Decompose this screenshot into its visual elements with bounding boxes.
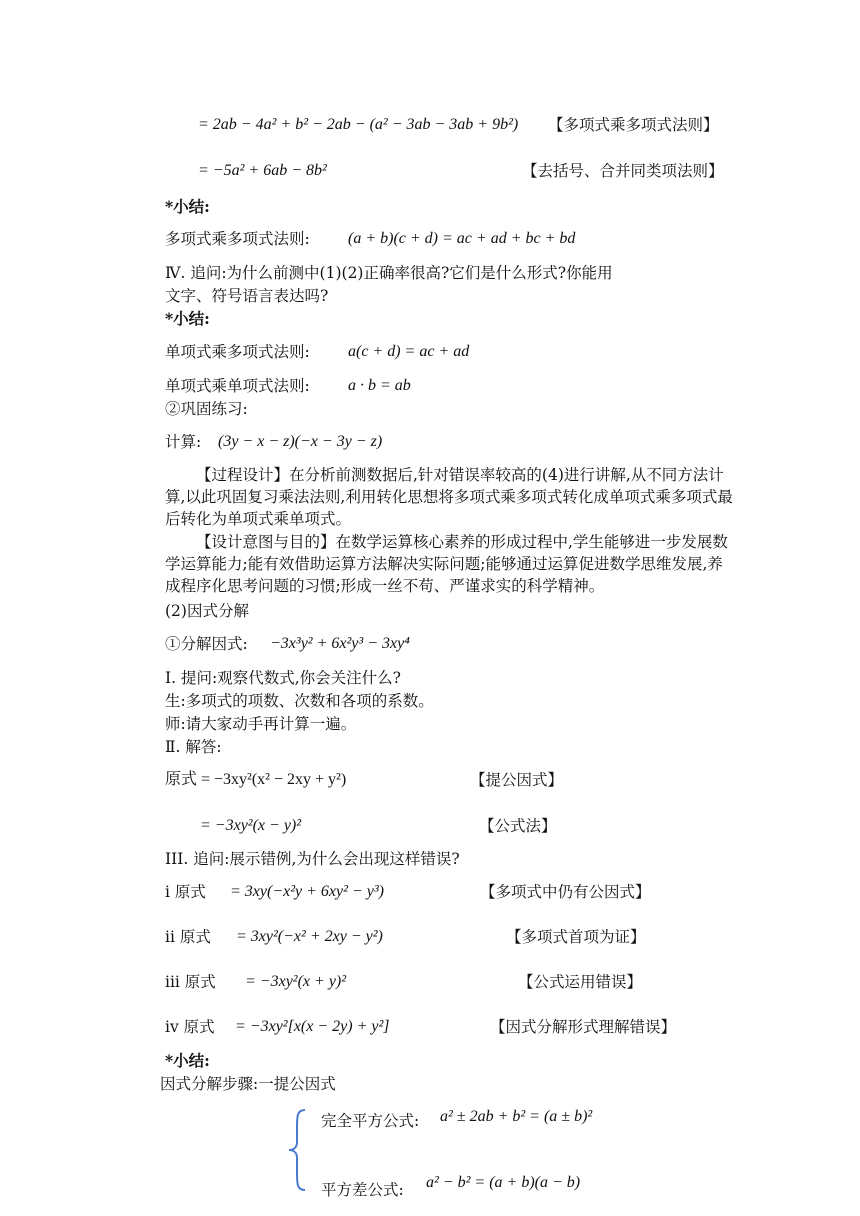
rule-label: 单项式乘单项式法则: xyxy=(165,377,310,395)
error-formula: = −3xy²(x + y)² xyxy=(245,973,347,990)
factoring-steps: 因式分解步骤:一提公因式 xyxy=(160,1075,336,1093)
difference-of-squares-label: 平方差公式: xyxy=(321,1181,404,1199)
solution-line-1: 原式 = −3xy²(x² − 2xy + y²) xyxy=(165,771,347,788)
teacher-remark: 师:请大家动手再计算一遍。 xyxy=(165,715,357,733)
rule-formula: a · b = ab xyxy=(348,377,411,394)
summary-title: *小结: xyxy=(165,1051,210,1070)
error-tag: 【公式运用错误】 xyxy=(518,973,643,991)
solution-tag-1: 【提公因式】 xyxy=(470,771,564,789)
equation-line-2: = −5a² + 6ab − 8b² xyxy=(198,162,327,179)
rule-tag-2: 【去括号、合并同类项法则】 xyxy=(522,162,724,180)
section-heading: (2)因式分解 xyxy=(165,602,249,620)
process-design-paragraph: 【过程设计】在分析前测数据后,针对错误率较高的(4)进行讲解,从不同方法计算,以此巩固复习乘法法则,利用转化思想将多项式乘多项式转化成单项式乘多项式最后转化为单项式乘单项式。 xyxy=(165,466,733,528)
practice-title: ②巩固练习: xyxy=(165,400,248,418)
error-tag: 【多项式中仍有公因式】 xyxy=(480,883,651,901)
student-answer: 生:多项式的项数、次数和各项的系数。 xyxy=(165,692,434,710)
difference-of-squares-formula: a² − b² = (a + b)(a − b) xyxy=(426,1174,581,1191)
question-4-line-2: 文字、符号语言表达吗? xyxy=(165,287,329,305)
perfect-square-label: 完全平方公式: xyxy=(321,1112,420,1130)
error-tag: 【多项式首项为证】 xyxy=(506,928,646,946)
error-label: iv 原式 xyxy=(165,1018,215,1036)
question-4-line-1: Ⅳ. 追问:为什么前测中(1)(2)正确率很高?它们是什么形式?你能用 xyxy=(165,264,613,282)
question-2: Ⅱ. 解答: xyxy=(165,738,222,756)
summary-title: *小结: xyxy=(165,309,210,328)
question-1: Ⅰ. 提问:观察代数式,你会关注什么? xyxy=(165,669,401,687)
curly-brace-icon xyxy=(287,1108,307,1192)
design-intent-paragraph: 【设计意图与目的】在数学运算核心素养的形成过程中,学生能够进一步发展数学运算能力;能有效借助运算方法解决实际问题;能够通过运算促进数学思维发展,养成程序化思考问题的习惯;形成一丝不苟、严谨求实的科学精神。 xyxy=(165,533,728,595)
summary-title: *小结: xyxy=(165,197,210,216)
error-tag: 【因式分解形式理解错误】 xyxy=(490,1018,677,1036)
practice-label: 计算: xyxy=(165,433,202,451)
practice-formula: (3y − x − z)(−x − 3y − z) xyxy=(218,433,383,450)
error-formula: = 3xy²(−x² + 2xy − y²) xyxy=(236,928,383,945)
error-label: iii 原式 xyxy=(165,973,216,991)
equation-line-1: = 2ab − 4a² + b² − 2ab − (a² − 3ab − 3ab + 9b²) xyxy=(198,116,519,133)
task-label: ①分解因式: xyxy=(165,635,248,653)
solution-line-2: = −3xy²(x − y)² xyxy=(200,817,302,834)
error-label: ii 原式 xyxy=(165,928,211,946)
rule-formula: (a + b)(c + d) = ac + ad + bc + bd xyxy=(348,230,576,247)
error-formula: = −3xy²[x(x − 2y) + y²] xyxy=(235,1018,390,1035)
solution-tag-2: 【公式法】 xyxy=(479,817,557,835)
rule-label: 多项式乘多项式法则: xyxy=(165,230,310,248)
error-formula: = 3xy(−x²y + 6xy² − y³) xyxy=(230,883,384,900)
rule-label: 单项式乘多项式法则: xyxy=(165,343,310,361)
error-label: i 原式 xyxy=(165,883,206,901)
question-3: III. 追问:展示错例,为什么会出现这样错误? xyxy=(165,850,460,868)
rule-formula: a(c + d) = ac + ad xyxy=(348,343,470,360)
task-formula: −3x³y² + 6x²y³ − 3xy⁴ xyxy=(270,635,410,652)
rule-tag-1: 【多项式乘多项式法则】 xyxy=(548,116,719,134)
perfect-square-formula: a² ± 2ab + b² = (a ± b)² xyxy=(440,1108,593,1125)
